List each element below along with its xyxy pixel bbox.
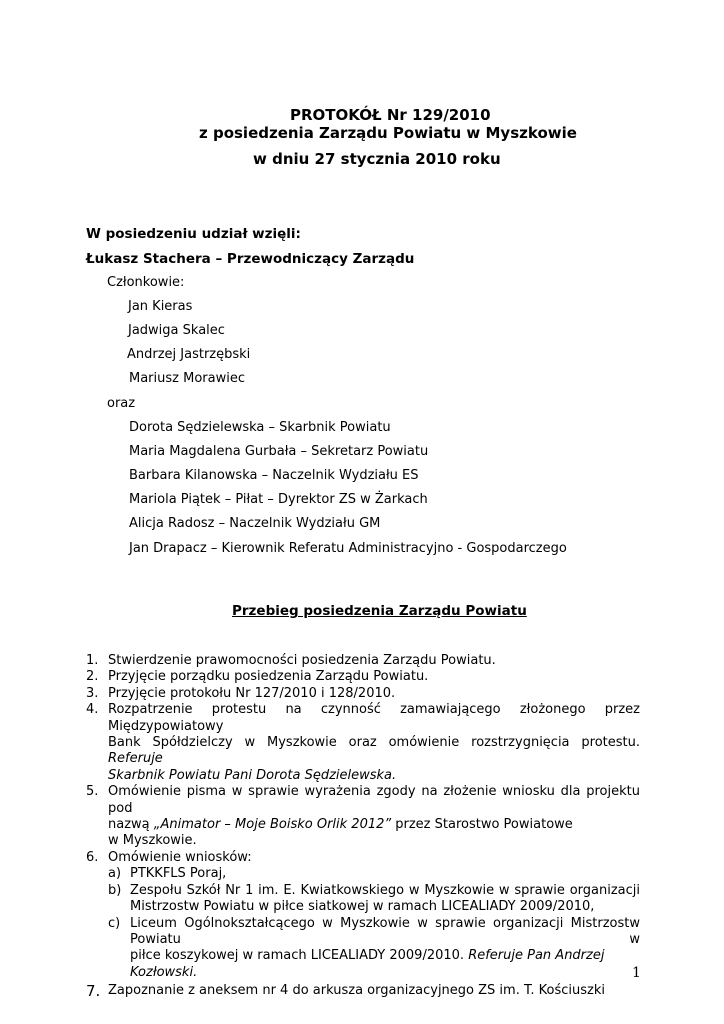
agenda-item: [86, 784, 640, 850]
chairman-line: Łukasz Stachera – Przewodniczący Zarządu: [86, 251, 415, 267]
agenda-text: Rozpatrzenie protestu na czynność zamawiającego złożonego przez Międzypowiatowy: [108, 702, 640, 734]
subitem-letter: c): [108, 915, 121, 931]
agenda-number: 7.: [86, 982, 101, 1001]
subitem-text: Mistrzostw Powiatu w piłce siatkowej w ramach LICEALIADY 2009/2010,: [130, 899, 595, 915]
agenda-subitem: [108, 883, 640, 916]
attendee-line: Jan Drapacz – Kierownik Referatu Administracyjno - Gospodarczego: [129, 541, 567, 556]
page-number: 1: [632, 965, 641, 981]
presenter-note: Skarbnik Powiatu Pani Dorota Sędzielewska.: [108, 767, 397, 783]
agenda-text: Omówienie wniosków:: [108, 849, 252, 865]
agenda-number: 5.: [86, 784, 99, 800]
agenda-text: Zapoznanie z aneksem nr 4 do arkusza organizacyjnego ZS im. T. Kościuszki: [108, 983, 605, 999]
agenda-number: 3.: [86, 685, 99, 701]
attendee-line: Alicja Radosz – Naczelnik Wydziału GM: [129, 516, 381, 531]
agenda-text: nazwą: [108, 817, 150, 833]
presenter-note: Referuje Pan Andrzej Kozłowski.: [130, 948, 605, 980]
agenda-item: [86, 653, 640, 669]
member-name: Andrzej Jastrzębski: [127, 347, 251, 362]
subitem-text: piłce koszykowej w ramach LICEALIADY 2009/2010.: [130, 948, 465, 964]
agenda-number: 1.: [86, 653, 99, 668]
protocol-subtitle: z posiedzenia Zarządu Powiatu w Myszkowie: [199, 124, 577, 142]
attendee-line: Mariola Piątek – Piłat – Dyrektor ZS w Żarkach: [129, 492, 428, 507]
agenda-text: Stwierdzenie prawomocności posiedzenia Zarządu Powiatu.: [108, 653, 496, 668]
attendee-line: Barbara Kilanowska – Naczelnik Wydziału ES: [129, 468, 419, 483]
subitem-text-line: [130, 948, 640, 981]
members-label: Członkowie:: [107, 275, 185, 290]
member-name: Jadwiga Skalec: [128, 323, 225, 338]
agenda-text-line: [108, 735, 640, 768]
agenda-subitem: [108, 866, 640, 882]
agenda-list: [86, 653, 640, 1000]
protocol-date: w dniu 27 stycznia 2010 roku: [253, 150, 501, 168]
attendee-line: Maria Magdalena Gurbała – Sekretarz Powiatu: [129, 444, 429, 459]
section-title: Przebieg posiedzenia Zarządu Powiatu: [232, 603, 527, 619]
attendance-heading: W posiedzeniu udział wzięli:: [86, 226, 301, 242]
agenda-text: Bank Spółdzielczy w Myszkowie oraz omówienie rozstrzygnięcia protestu.: [108, 735, 640, 751]
agenda-item: [86, 983, 640, 999]
member-name: Jan Kieras: [128, 299, 193, 314]
agenda-item: [86, 850, 640, 866]
presenter-note: Referuje: [108, 751, 163, 767]
agenda-item: [86, 669, 640, 685]
agenda-text-line: [108, 817, 640, 833]
agenda-subitem: [108, 916, 640, 982]
agenda-text: Omówienie pisma w sprawie wyrażenia zgody na złożenie wniosku dla projektu pod: [108, 784, 640, 816]
agenda-text: Przyjęcie porządku posiedzenia Zarządu Powiatu.: [108, 669, 429, 685]
subitem-letter: b): [108, 882, 122, 898]
subitem-letter: a): [108, 866, 122, 882]
member-name: Mariusz Morawiec: [129, 371, 245, 386]
agenda-text: Przyjęcie protokołu Nr 127/2010 i 128/2010.: [108, 685, 396, 701]
attendee-line: Dorota Sędzielewska – Skarbnik Powiatu: [129, 420, 391, 435]
agenda-item: [86, 702, 640, 784]
agenda-number: 2.: [86, 669, 99, 685]
agenda-text: przez Starostwo Powiatowe: [395, 817, 573, 833]
subitem-text: Liceum Ogólnokształcącego w Myszkowie w sprawie organizacji Mistrzostw Powiatu w: [130, 915, 640, 947]
protocol-title: PROTOKÓŁ Nr 129/2010: [290, 106, 491, 124]
agenda-text: w Myszkowie.: [108, 833, 197, 849]
agenda-item: [86, 686, 640, 702]
project-name: „Animator – Moje Boisko Orlik 2012”: [153, 817, 392, 833]
subitem-text: PTKKFLS Poraj,: [130, 866, 227, 882]
subitem-text: Zespołu Szkół Nr 1 im. E. Kwiatkowskiego w Myszkowie w sprawie organizacji: [130, 882, 640, 898]
others-label: oraz: [107, 396, 136, 411]
agenda-number: 6.: [86, 849, 99, 865]
agenda-number: 4.: [86, 702, 99, 718]
